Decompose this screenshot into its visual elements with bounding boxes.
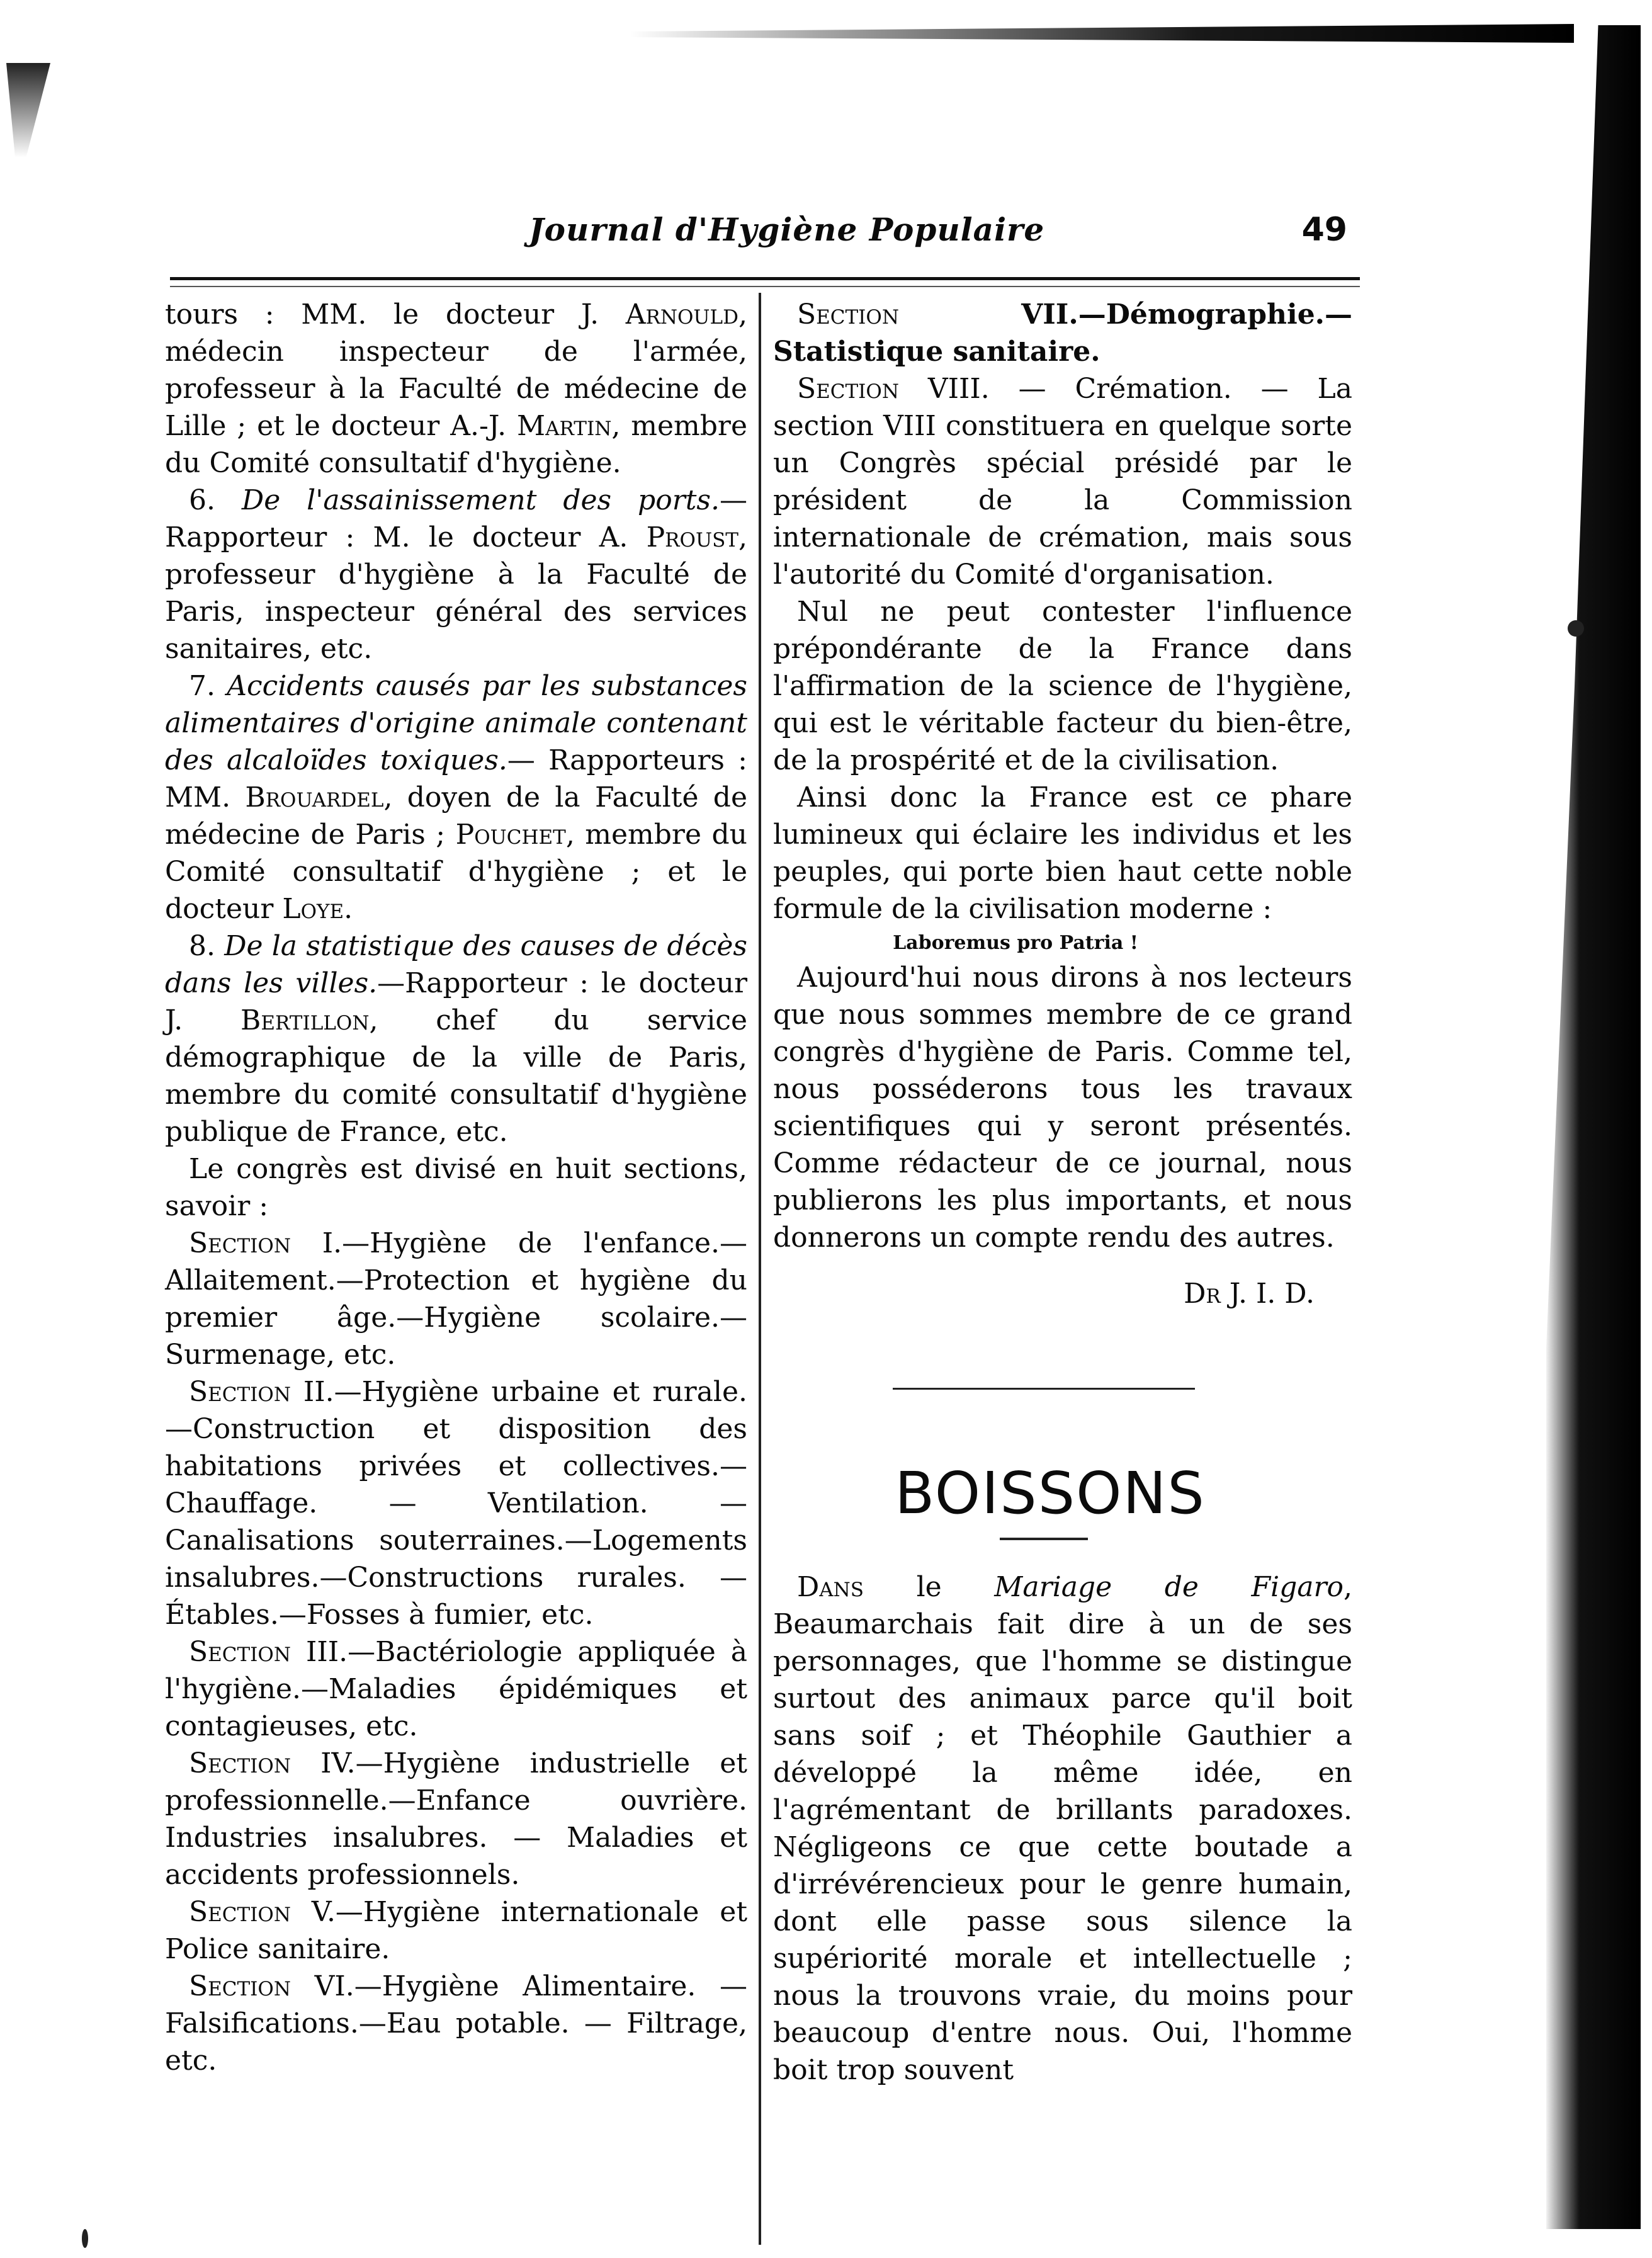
right-column bbox=[773, 296, 1352, 2089]
title-underline bbox=[1000, 1538, 1088, 1540]
section-item: Section VIII. — Crémation. — La section VIII constituera en quelque sorte un Congrès spécial présidé par le président de la Commission internationale de crémation, mais sous l'autorité du Comité d'organisation. bbox=[773, 373, 1352, 591]
paragraph: 8. De la statistique des causes de décès dans les villes.—Rapporteur : le docteur J. Bertillon, chef du service démographique de la ville de Paris, membre du comité consultatif d'hygiène publique de France, etc. bbox=[165, 930, 747, 1148]
scan-edge-right bbox=[1546, 25, 1641, 2229]
paragraph: 6. De l'assainissement des ports.— Rapporteur : M. le docteur A. Proust, professeur d'hygiène à la Faculté de Paris, inspecteur général des services sanitaires, etc. bbox=[165, 484, 747, 665]
running-header bbox=[529, 211, 1347, 261]
paragraph: Dans le Mariage de Figaro, Beaumarchais fait dire à un de ses personnages, que l'homme se distingue surtout des animaux parce qu'il boit sans soif ; et Théophile Gauthier a développé la même idée, en l'agrémentant de brillants paradoxes. Négligeons ce que cette boutade a d'irrévérencieux pour le genre humain, dont elle passe sous silence la supériorité morale et intellectuelle ; nous la trouvons vraie, du moins pour beaucoup d'entre nous. Oui, l'homme boit trop souvent bbox=[773, 1571, 1352, 2086]
speck bbox=[1568, 620, 1584, 637]
separator-rule bbox=[893, 1388, 1195, 1390]
speck bbox=[82, 2229, 88, 2248]
paragraph: Aujourd'hui nous dirons à nos lecteurs que nous sommes membre de ce grand congrès d'hygiène de Paris. Comme tel, nous posséderons tous les travaux scientifiques qui y seront présentés. Comme rédacteur de ce journal, nous publierons les plus importants, et nous donnerons un compte rendu des autres. bbox=[773, 962, 1352, 1254]
header-rule-thin bbox=[170, 286, 1360, 287]
page-number: 49 bbox=[1301, 211, 1347, 249]
paragraph: Nul ne peut contester l'influence prépondérante de la France dans l'affirmation de la science de l'hygiène, qui est le véritable facteur du bien-être, de la prospérité et de la civilisation. bbox=[773, 596, 1352, 776]
paragraph: tours : MM. le docteur J. Arnould, médecin inspecteur de l'armée, professeur à la Faculté de médecine de Lille ; et le docteur A.-J. Martin, membre du Comité consultatif d'hygiène. bbox=[165, 298, 747, 479]
paragraph: Le congrès est divisé en huit sections, savoir : bbox=[165, 1153, 747, 1222]
paragraph: Ainsi donc la France est ce phare lumineux qui éclaire les individus et les peuples, qui porte bien haut cette noble formule de la civilisation moderne : bbox=[773, 781, 1352, 925]
section-item: Section IV.—Hygiène industrielle et professionnelle.—Enfance ouvrière. Industries insalubres. — Maladies et accidents professionnels. bbox=[165, 1747, 747, 1891]
column-divider bbox=[759, 293, 761, 2245]
scan-edge-top bbox=[630, 24, 1574, 43]
left-column bbox=[165, 296, 747, 2079]
scan-edge-left bbox=[6, 63, 50, 157]
section-item: Section VI.—Hygiène Alimentaire. —Falsifications.—Eau potable. — Filtrage, etc. bbox=[165, 1970, 747, 2077]
section-item: Section I.—Hygiène de l'enfance.—Allaitement.—Protection et hygiène du premier âge.—Hygiène scolaire.—Surmenage, etc. bbox=[165, 1227, 747, 1371]
section-item: Section V.—Hygiène internationale et Police sanitaire. bbox=[165, 1896, 747, 1965]
header-rule bbox=[170, 277, 1360, 280]
section-item: Section III.—Bactériologie appliquée à l'hygiène.—Maladies épidémiques et contagieuses, etc. bbox=[165, 1636, 747, 1742]
paragraph: 7. Accidents causés par les substances alimentaires d'origine animale contenant des alcaloïdes toxiques.— Rapporteurs : MM. Brouardel, doyen de la Faculté de médecine de Paris ; Pouchet, membre du Comité consultatif d'hygiène ; et le docteur Loye. bbox=[165, 670, 747, 925]
section-item: Section VII.—Démographie.—Statistique sanitaire. bbox=[773, 298, 1352, 368]
section-item: Section II.—Hygiène urbaine et rurale.—Construction et disposition des habitations privées et collectives.—Chauffage. — Ventilation. — Canalisations souterraines.—Logements insalubres.—Constructions rurales. — Étables.—Fosses à fumier, etc. bbox=[165, 1376, 747, 1631]
journal-title: Journal d'Hygiène Populaire bbox=[529, 211, 1045, 248]
section-title: BOISSONS bbox=[895, 1460, 1206, 1527]
motto: Laboremus pro Patria ! bbox=[893, 932, 1138, 954]
signature: Dr J. I. D. bbox=[1184, 1278, 1315, 1310]
